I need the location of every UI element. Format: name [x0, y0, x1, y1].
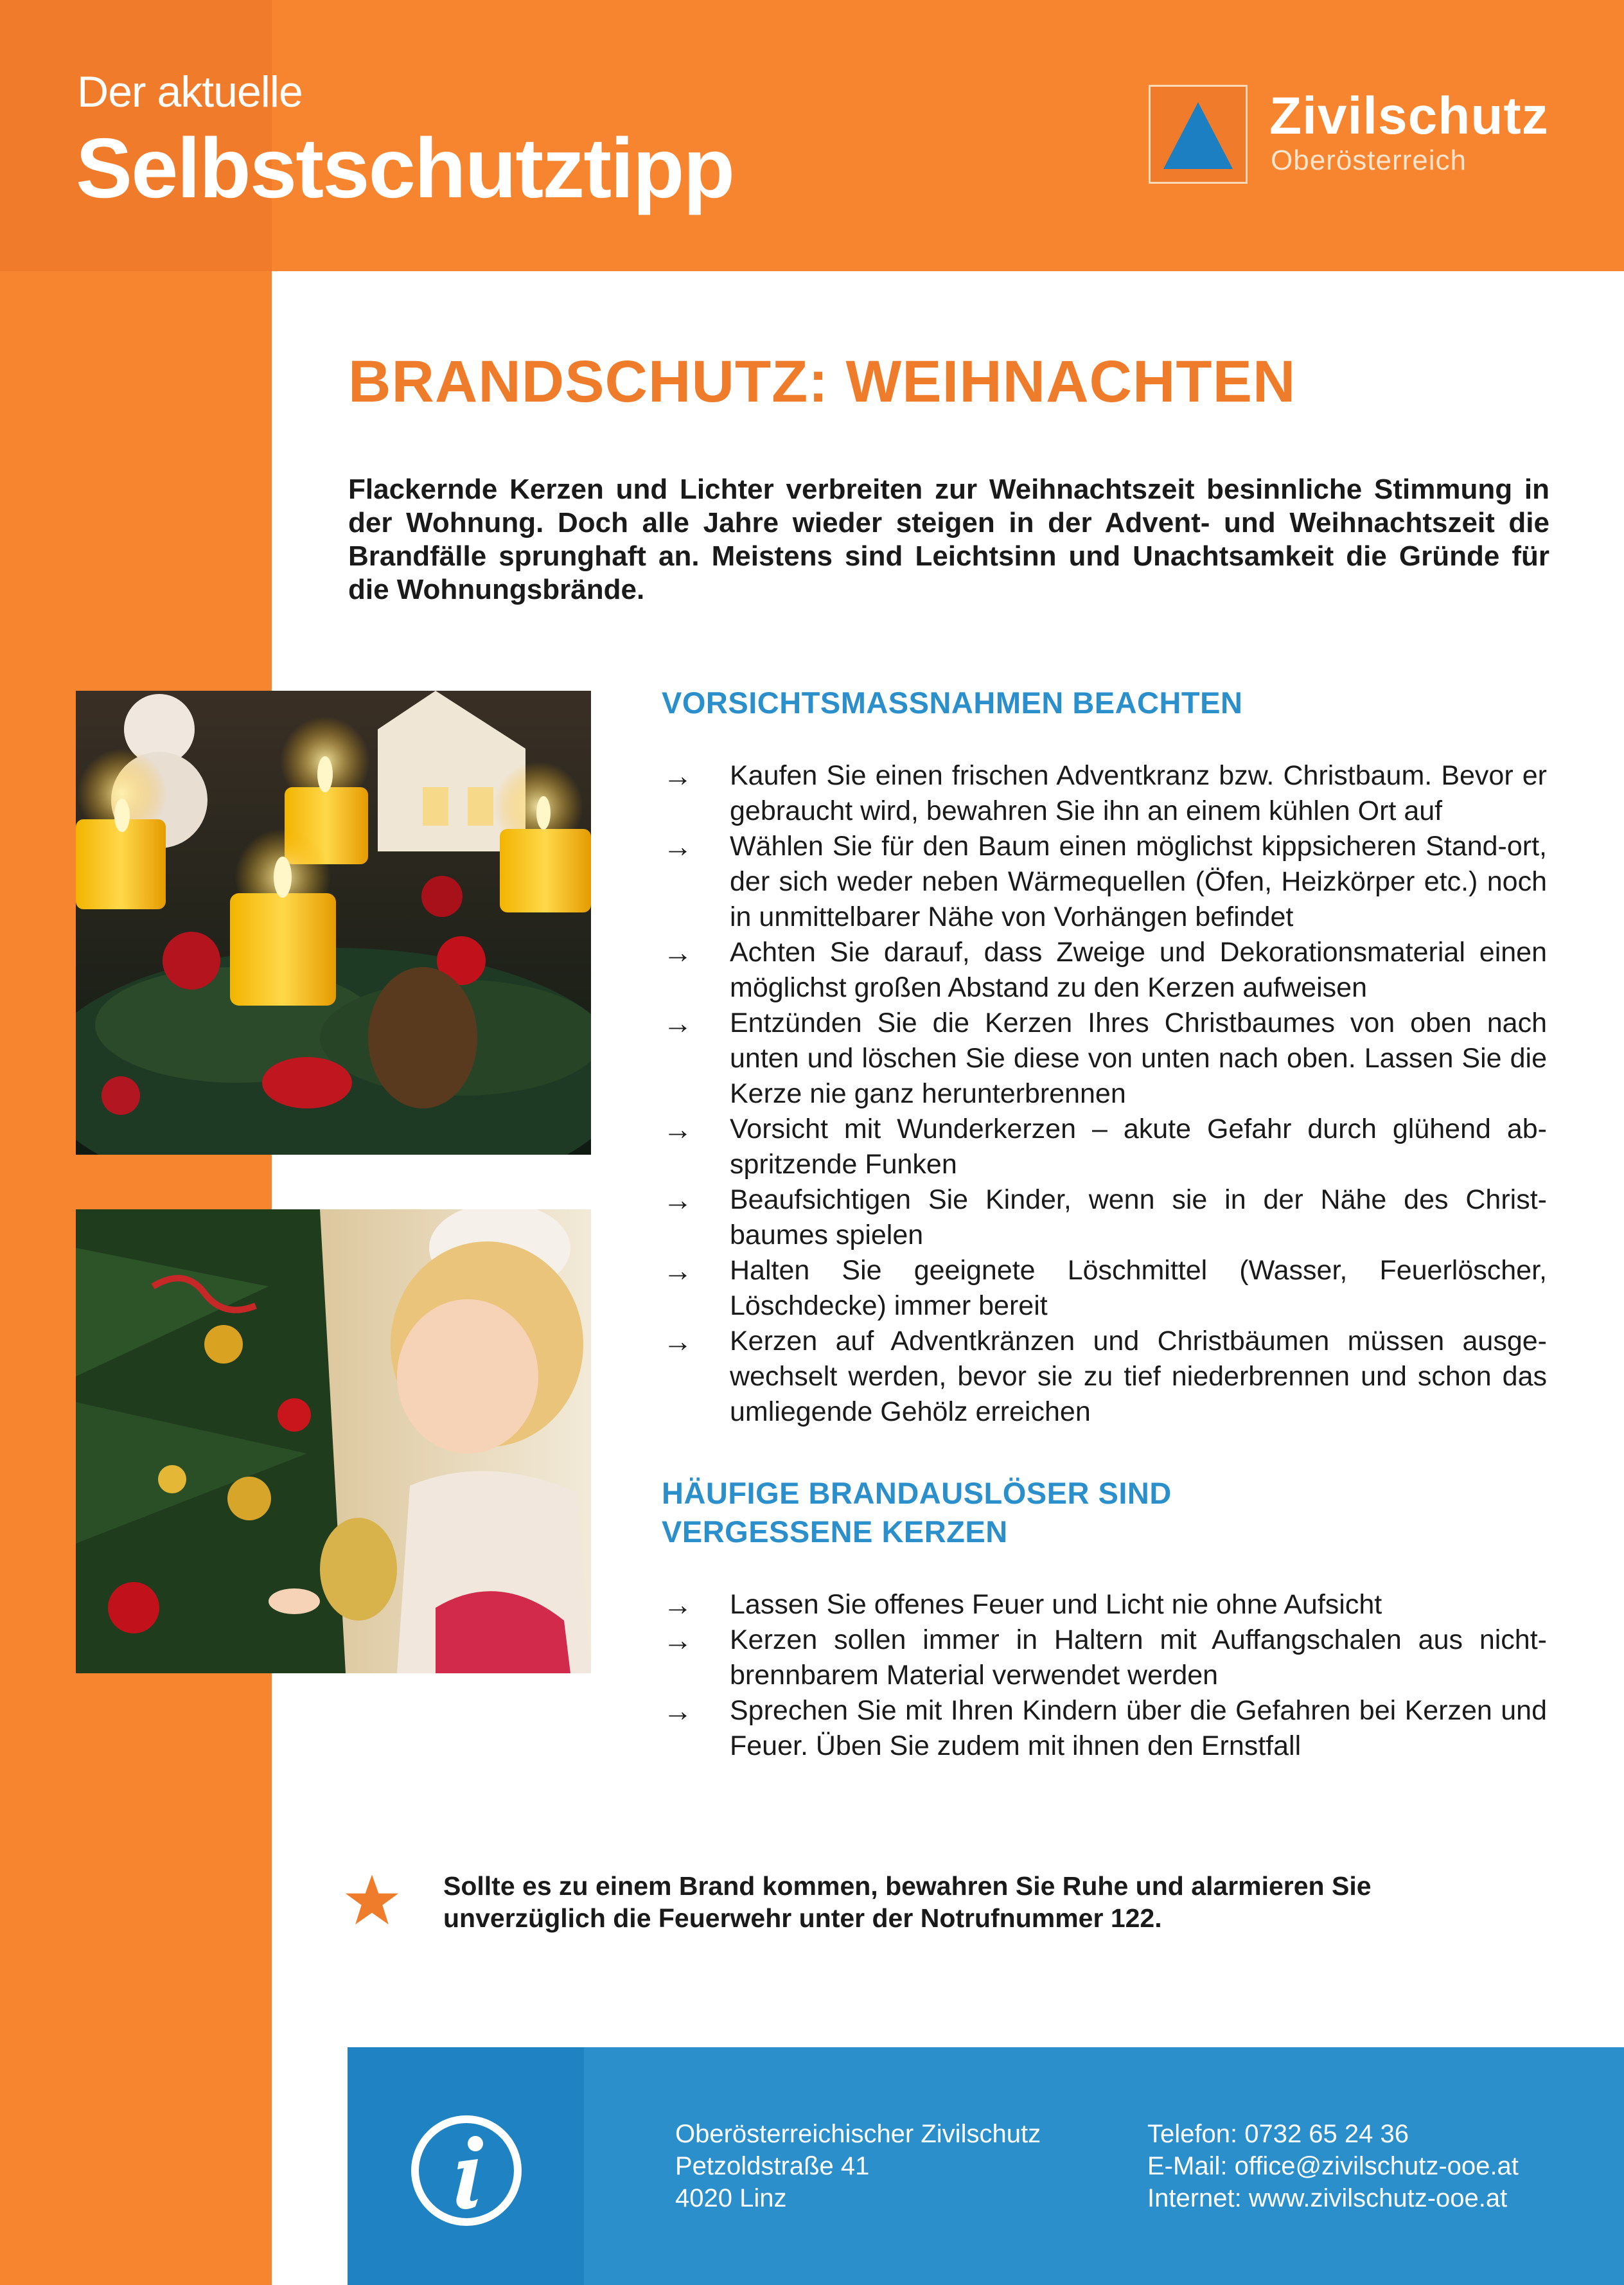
precautions-heading: VORSICHTSMASSNAHMEN BEACHTEN — [662, 686, 1243, 720]
causes-heading — [662, 1474, 1433, 1551]
header-title: Selbstschutztipp — [76, 121, 734, 215]
list-item: → Kaufen Sie einen frischen Adventkranz bzw. Christbaum. Bevor er gebraucht wird, bewahren Sie ihn an einem kühlen Ort auf — [663, 759, 1547, 826]
footer-phone: Telefon: 0732 65 24 36 — [1147, 2120, 1409, 2148]
arrow-right-icon: → — [663, 1588, 693, 1621]
footer-org: Oberösterreichischer Zivilschutz — [675, 2120, 1041, 2148]
list-item: → Vorsicht mit Wunderkerzen – akute Gefahr durch glühend ab-spritzende Funken — [663, 1112, 1547, 1180]
arrow-right-icon: → — [663, 759, 693, 792]
child-at-christmas-tree-photo — [76, 1209, 591, 1673]
arrow-right-icon: → — [663, 1112, 693, 1146]
footer-website[interactable]: Internet: www.zivilschutz-ooe.at — [1147, 2184, 1508, 2212]
intro-paragraph: Flackernde Kerzen und Lichter verbreiten zur Weihnachtszeit besinnliche Stimmung in der Wohnung. Doch alle Jahre wieder steigen in der Advent- und Weihnachtszeit die Brandfälle sprunghaft an. Meistens sind Leichtsinn und Unachtsamkeit die Gründe für die Wohnungsbrände. — [348, 474, 1549, 605]
notice-line: unverzüglich die Feuerwehr unter der Notrufnummer 122. — [443, 1903, 1162, 1933]
emergency-notice — [443, 1870, 1407, 1934]
footer-address — [675, 2118, 1041, 2214]
arrow-right-icon: → — [663, 1254, 693, 1287]
list-item: → Achten Sie darauf, dass Zweige und Dekorationsmaterial einen möglichst großen Abstand zu den Kerzen aufweisen — [663, 936, 1547, 1003]
zivilschutz-logo-icon — [1149, 85, 1248, 184]
list-item: → Beaufsichtigen Sie Kinder, wenn sie in der Nähe des Christ-baumes spielen — [663, 1183, 1547, 1250]
list-item: → Sprechen Sie mit Ihren Kindern über die Gefahren bei Kerzen und Feuer. Üben Sie zudem mit ihnen den Ernstfall — [663, 1694, 1547, 1761]
arrow-right-icon: → — [663, 1006, 693, 1040]
list-item: → Wählen Sie für den Baum einen möglichst kippsicheren Stand-ort, der sich weder neben Wärmequellen (Öfen, Heizkörper etc.) noch in unmittelbarer Nähe von Vorhängen befindet — [663, 830, 1547, 932]
footer-contact — [1147, 2118, 1519, 2214]
arrow-right-icon: → — [663, 1623, 693, 1657]
footer-city: 4020 Linz — [675, 2184, 787, 2212]
page-title: BRANDSCHUTZ: WEIHNACHTEN — [348, 349, 1296, 414]
list-item: → Lassen Sie offenes Feuer und Licht nie ohne Aufsicht — [663, 1588, 1382, 1621]
arrow-right-icon: → — [663, 1324, 693, 1358]
causes-heading-line: HÄUFIGE BRANDAUSLÖSER SIND — [662, 1476, 1172, 1510]
notice-line: Sollte es zu einem Brand kommen, bewahren Sie Ruhe und alarmieren Sie — [443, 1871, 1372, 1901]
footer-street: Petzoldstraße 41 — [675, 2152, 870, 2180]
list-item: → Kerzen auf Adventkränzen und Christbäumen müssen ausge-wechselt werden, bevor sie zu tief niederbrennen und schon das umliegende Gehölz erreichen — [663, 1324, 1547, 1427]
header-kicker: Der aktuelle — [77, 67, 303, 116]
list-item: → Halten Sie geeignete Löschmittel (Wasser, Feuerlöscher, Löschdecke) immer bereit — [663, 1254, 1547, 1321]
causes-heading-line: VERGESSENE KERZEN — [662, 1515, 1008, 1549]
list-item: → Kerzen sollen immer in Haltern mit Auffangschalen aus nicht-brennbarem Material verwendet werden — [663, 1623, 1547, 1691]
arrow-right-icon: → — [663, 936, 693, 969]
footer-email[interactable]: E-Mail: office@zivilschutz-ooe.at — [1147, 2152, 1519, 2180]
arrow-right-icon: → — [663, 1694, 693, 1727]
precautions-list — [663, 758, 1547, 1430]
list-item: → Entzünden Sie die Kerzen Ihres Christbaumes von oben nach unten und löschen Sie diese von unten nach oben. Lassen Sie die Kerze nie ganz herunterbrennen — [663, 1006, 1547, 1109]
arrow-right-icon: → — [663, 830, 693, 863]
logo-name: Zivilschutz — [1269, 87, 1549, 145]
star-icon — [344, 1872, 400, 1928]
arrow-right-icon: → — [663, 1183, 693, 1216]
info-icon — [409, 2113, 524, 2228]
logo-subtitle: Oberösterreich — [1271, 145, 1467, 176]
causes-list — [663, 1587, 1547, 1764]
advent-candles-photo — [76, 691, 591, 1155]
